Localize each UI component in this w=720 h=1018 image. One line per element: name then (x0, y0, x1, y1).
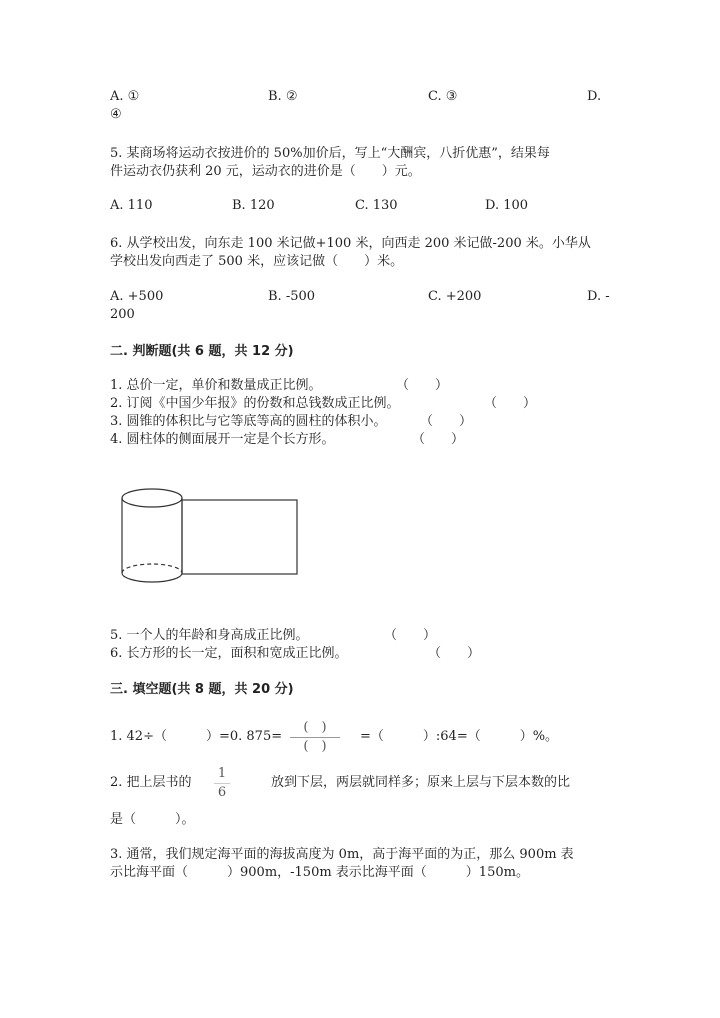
judge-item-2: 2. 订阅《中国少年报》的份数和总钱数成正比例。 (110, 396, 400, 411)
q5-text-1: 5. 某商场将运动衣按进价的 50%加价后，写上“大酬宾，八折优惠”，结果每 (110, 146, 550, 161)
fraction-numerator: 1 (217, 766, 227, 781)
section-2-title: 二. 判断题(共 6 题，共 12 分) (110, 344, 294, 359)
fill-q2-part-a: 2. 把上层书的 (110, 775, 192, 790)
q4-option-b: B. ② (268, 89, 298, 104)
judge-item-5: 5. 一个人的年龄和身高成正比例。 (110, 628, 309, 643)
judge-blank-6: （ ） (428, 646, 481, 661)
fill-q1-part-b: =（ ）:64=（ ）%。 (360, 729, 559, 744)
fill-q3-text-1: 3. 通常，我们规定海平面的海拔高度为 0m，高于海平面的为正，那么 900m 表 (110, 847, 574, 862)
q6-option-d-cont: 200 (110, 307, 135, 322)
fill-q3-text-2: 示比海平面（ ）900m，-150m 表示比海平面（ ）150m。 (110, 865, 529, 880)
fill-q1-fraction (290, 720, 340, 755)
judge-item-6: 6. 长方形的长一定，面积和宽成正比例。 (110, 646, 348, 661)
q4-option-d: D. (587, 89, 602, 104)
q6-text-2: 学校出发向西走了 500 米，应该记做（ ）米。 (110, 254, 404, 269)
q6-option-d: D. - (587, 289, 610, 304)
judge-item-3: 3. 圆锥的体积比与它等底等高的圆柱的体积小。 (110, 414, 387, 429)
q6-option-c: C. +200 (428, 289, 482, 304)
judge-blank-4: （ ） (412, 432, 465, 447)
q5-text-2: 件运动衣仍获利 20 元，运动衣的进价是（ ）元。 (110, 164, 421, 179)
q6-option-a: A. +500 (110, 289, 164, 304)
q4-option-a: A. ① (110, 89, 140, 104)
q4-option-c: C. ③ (428, 89, 458, 104)
q5-option-a: A. 110 (110, 198, 153, 213)
fraction-denominator: 6 (217, 785, 227, 800)
q6-text-1: 6. 从学校出发，向东走 100 米记做+100 米，向西走 200 米记做-200 米。小华从 (110, 236, 591, 251)
judge-item-1: 1. 总价一定，单价和数量成正比例。 (110, 378, 322, 393)
judge-item-4: 4. 圆柱体的侧面展开一定是个长方形。 (110, 432, 335, 447)
fill-q1-part-a: 1. 42÷（ ）=0. 875= (110, 729, 283, 744)
judge-blank-2: （ ） (484, 396, 537, 411)
fill-q2-part-b: 放到下层，两层就同样多；原来上层与下层本数的比 (271, 775, 571, 790)
q6-option-b: B. -500 (268, 289, 316, 304)
q4-option-d-cont: ④ (110, 107, 122, 122)
fraction-numerator: ( ) (303, 720, 327, 735)
judge-blank-1: （ ） (396, 378, 449, 393)
q5-option-c: C. 130 (355, 198, 398, 213)
fill-q2-fraction (214, 766, 230, 801)
judge-blank-5: （ ） (384, 628, 437, 643)
q5-option-d: D. 100 (485, 198, 529, 213)
section-3-title: 三. 填空题(共 8 题，共 20 分) (110, 682, 294, 697)
fill-q2-part-c: 是（ ）。 (110, 812, 195, 827)
fraction-denominator: ( ) (303, 739, 327, 754)
q5-option-b: B. 120 (232, 198, 275, 213)
cylinder-unfold-diagram (115, 485, 305, 585)
judge-blank-3: （ ） (420, 414, 473, 429)
